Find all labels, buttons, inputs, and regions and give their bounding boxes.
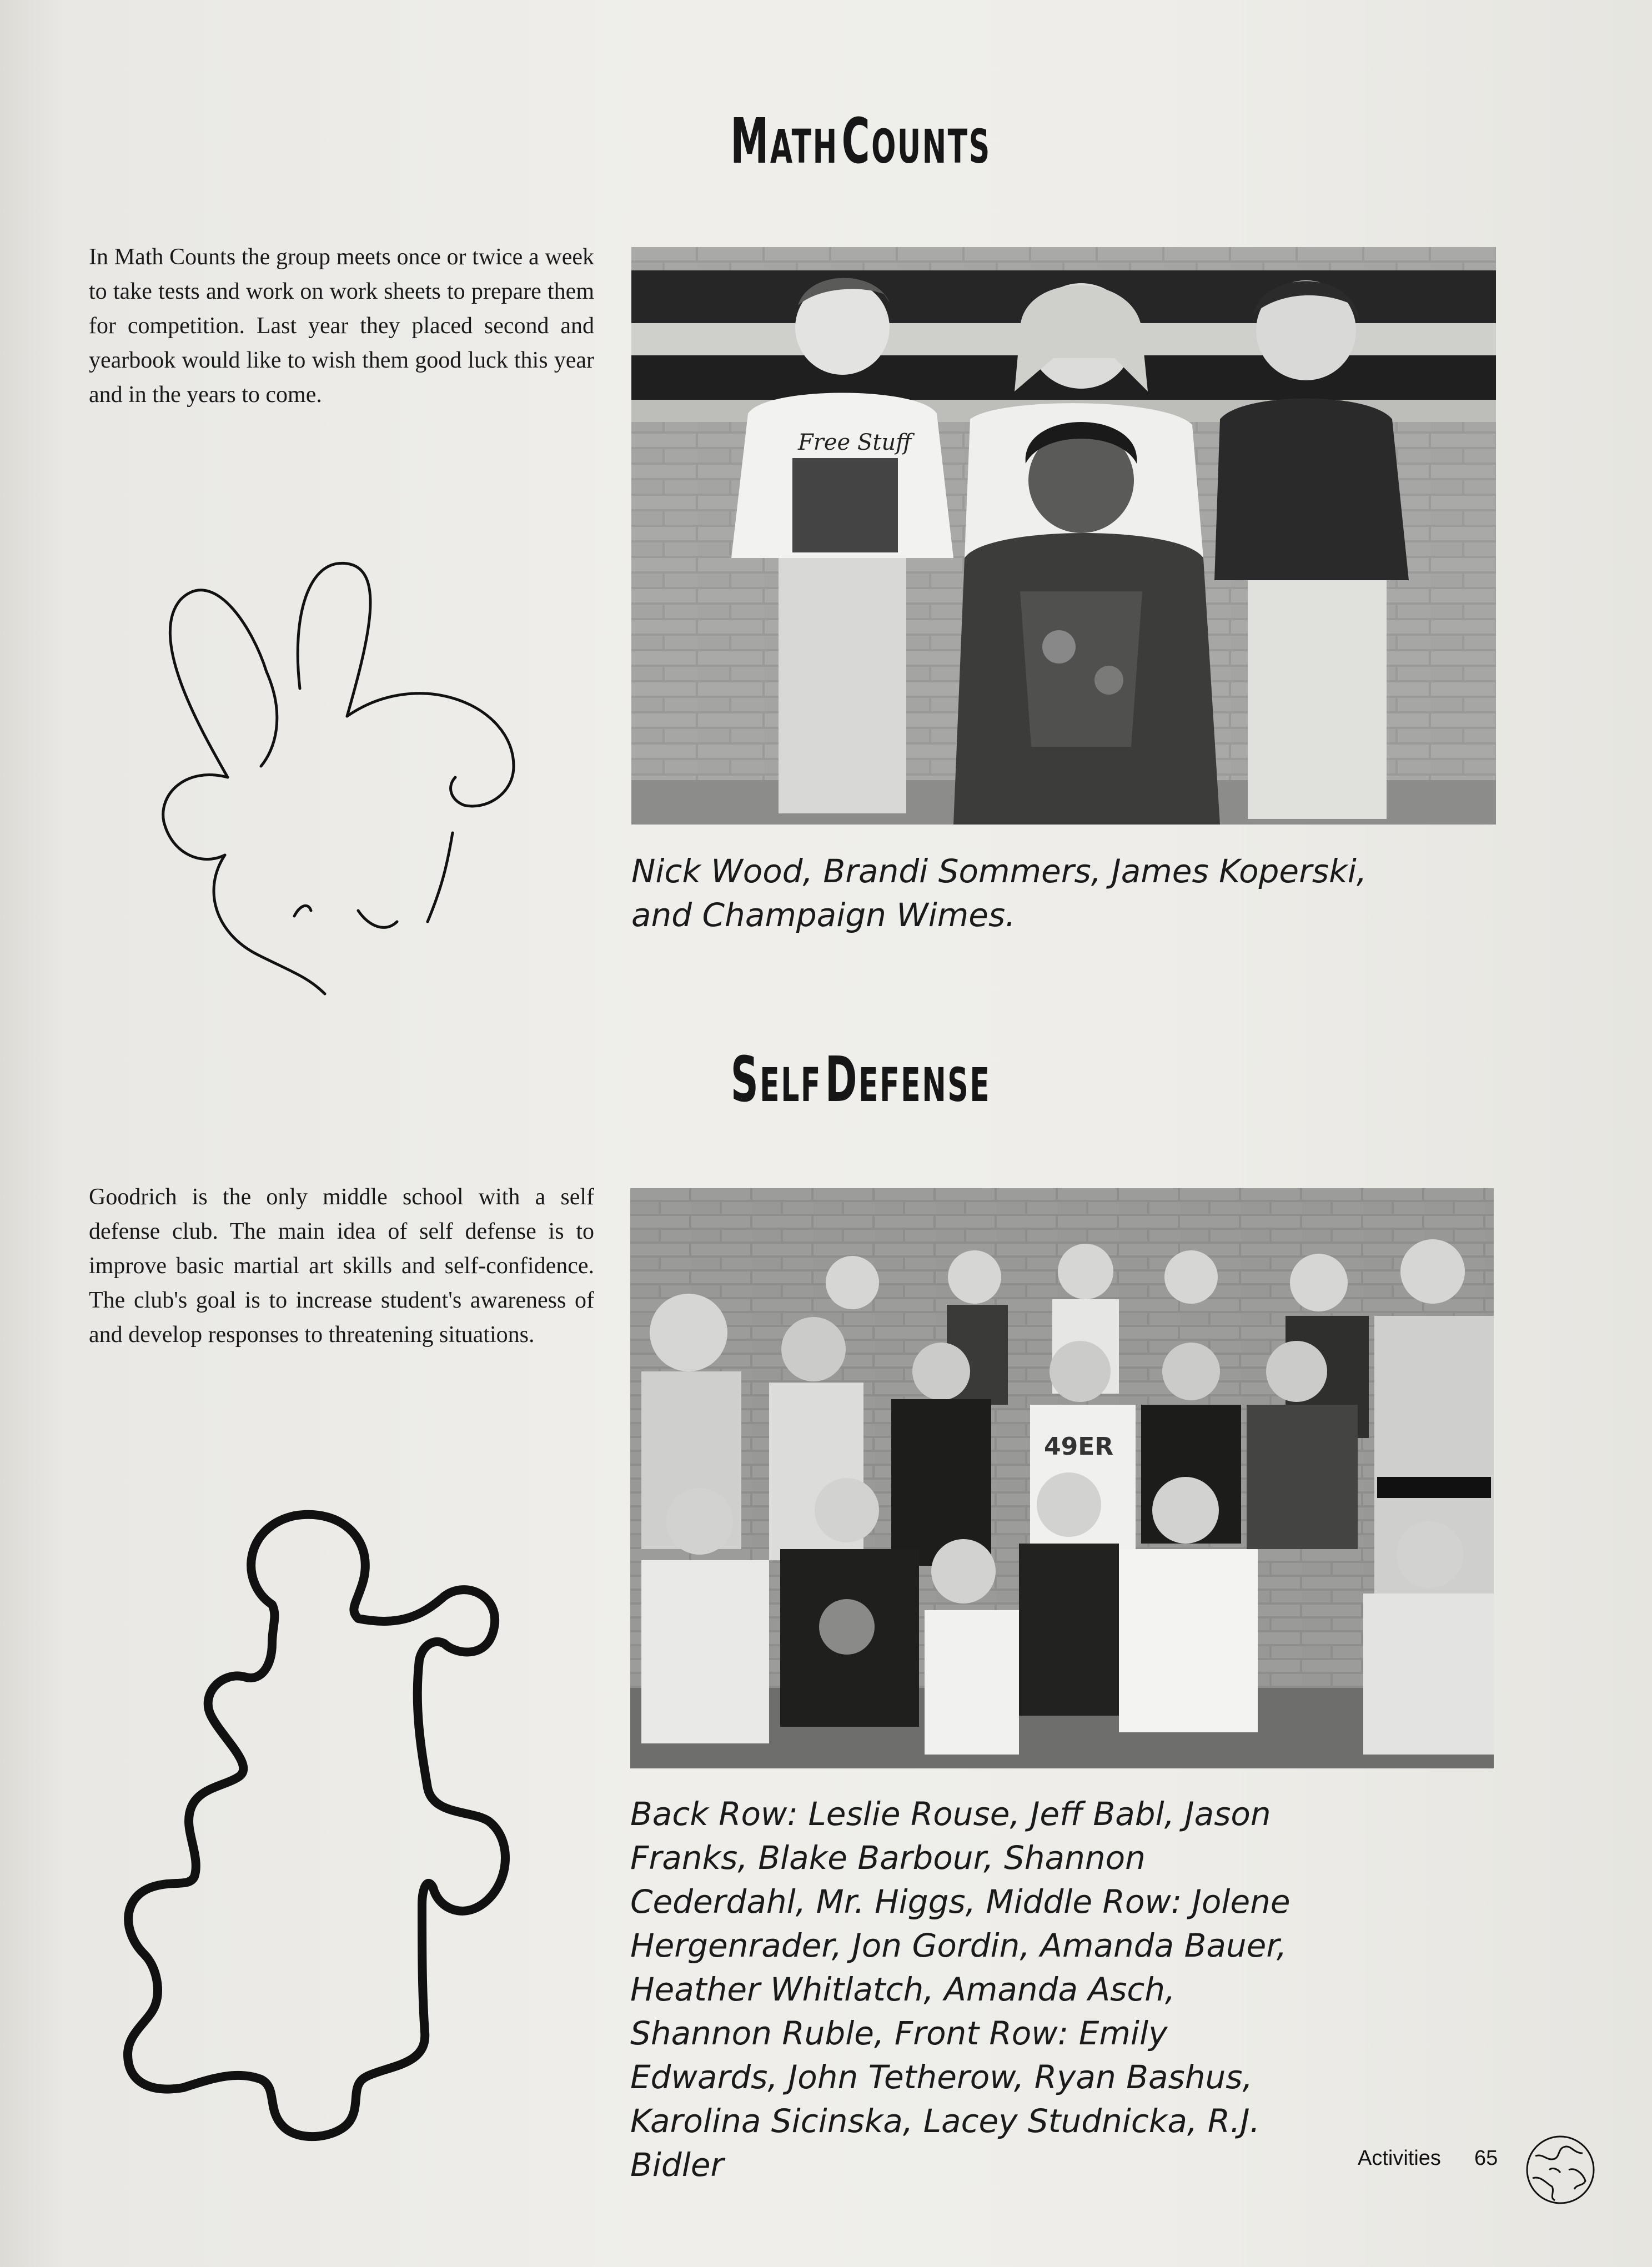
self-defense-caption: Back Row: Leslie Rouse, Jeff Babl, Jason Franks, Blake Barbour, Shannon Cederdahl, Mr. Higgs, Middle Row: Jolene Hergenrader, Jon Gordin, Amanda Bauer, Heather Whitlatch, Amanda Asch, Shannon Ruble, Front Row: Emily Edwards, John Tetherow, Ryan Bashus, Karolina Sicinska, Lacey Studnicka, R.J. Bidler (630, 1795, 1291, 2184)
footer-section-label: Activities (1358, 2147, 1441, 2170)
self-defense-description: Goodrich is the only middle school with a self defense club. The main idea of self defense is to improve basic martial art skills and self-confidence. The club's goal is to increase student's awareness of and develop responses to threatening situations. (89, 1184, 594, 1348)
self-defense-heading: SELF DEFENSE (730, 1044, 991, 1116)
svg-text:49ER: 49ER (1044, 1432, 1114, 1461)
peace-hand-doodle-icon (108, 533, 597, 1033)
footer-page-number: 65 (1474, 2147, 1498, 2170)
puzzle-piece-doodle-icon (111, 1477, 578, 2143)
math-counts-caption: Nick Wood, Brandi Sommers, James Koperski, and Champaign Wimes. (631, 852, 1367, 934)
svg-text:Free Stuff: Free Stuff (798, 430, 912, 455)
math-counts-heading: MATH COUNTS (730, 105, 991, 178)
self-defense-photo (630, 1188, 1494, 1768)
math-counts-photo (631, 247, 1496, 825)
math-counts-description: In Math Counts the group meets once or twice a week to take tests and work on work sheets to prepare them for competition. Last year they placed second and yearbook would like to wish them good luck this year and in the years to come. (89, 244, 594, 408)
globe-icon (1522, 2131, 1599, 2209)
